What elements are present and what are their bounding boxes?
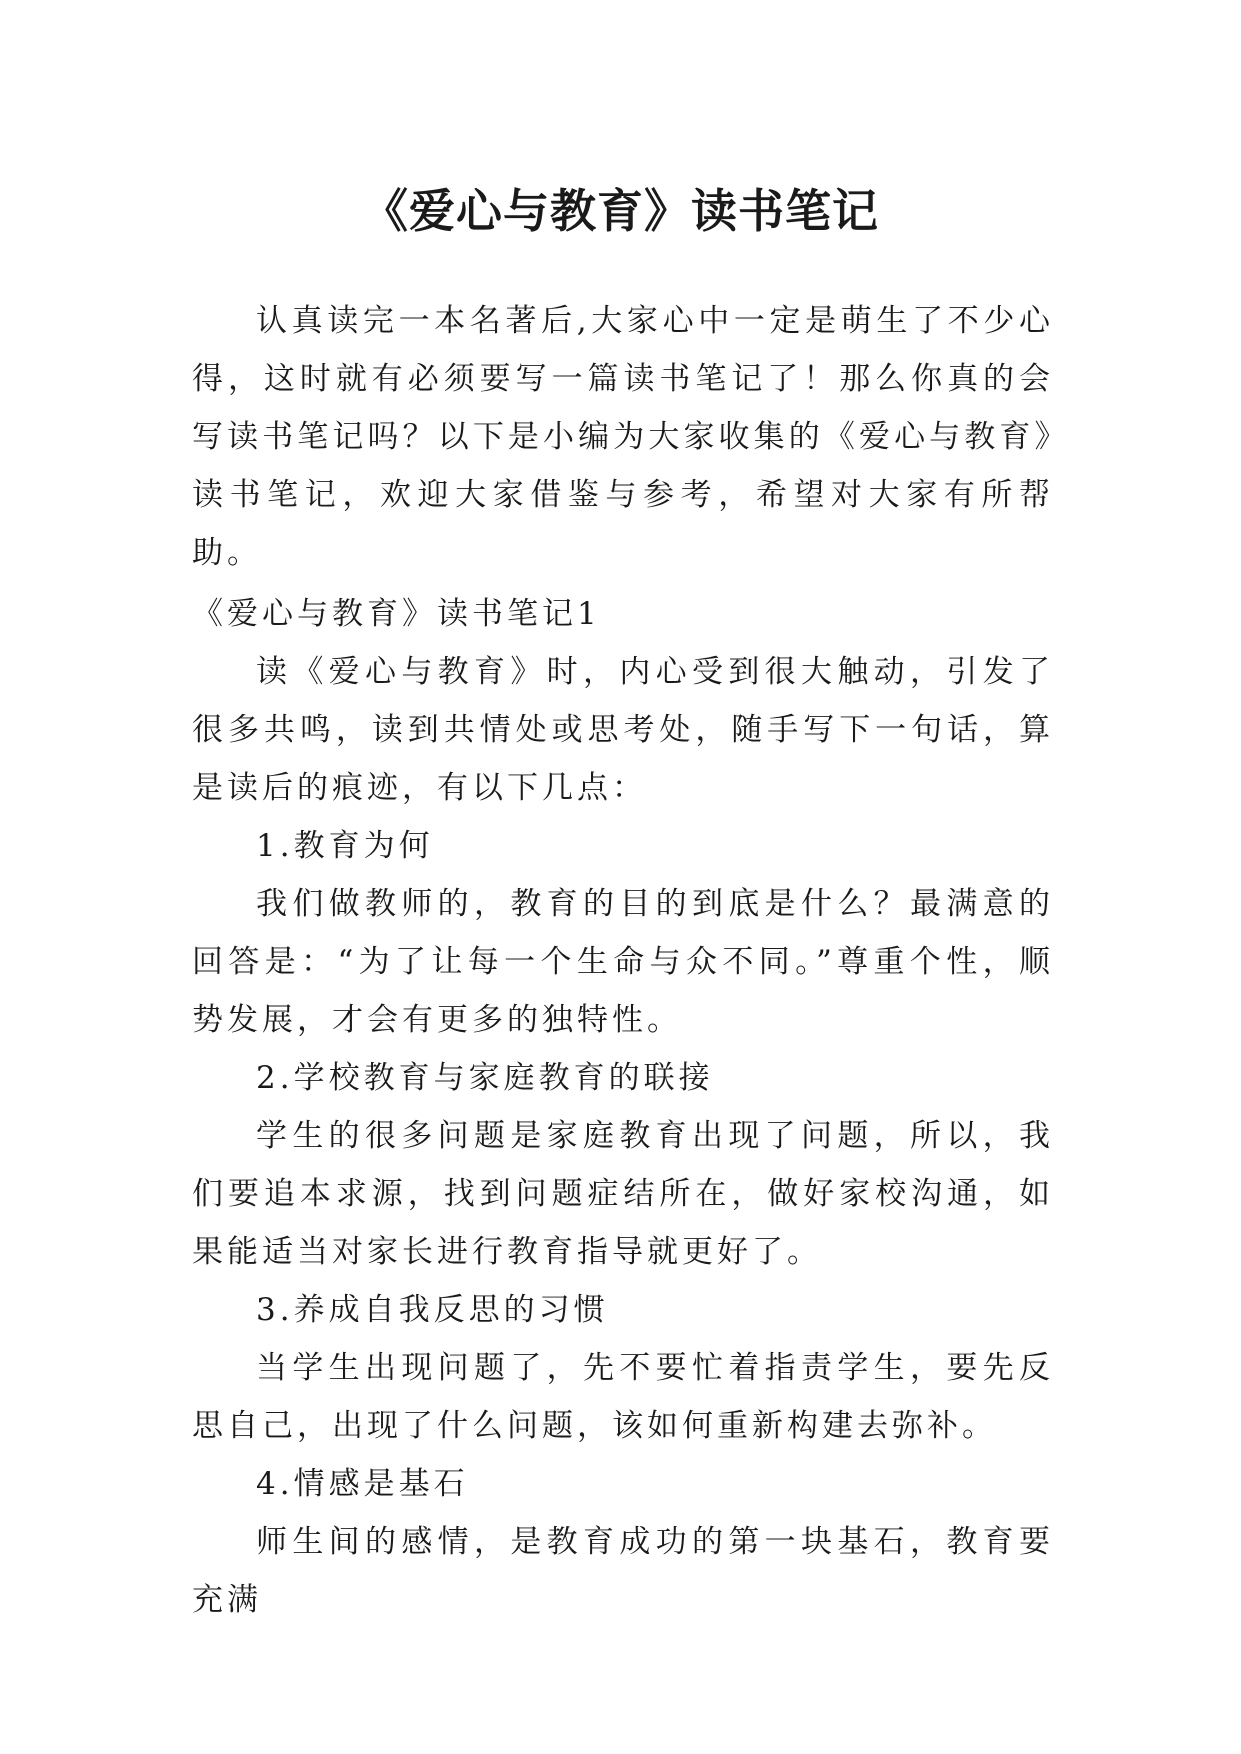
document-title: 《爱心与教育》读书笔记 bbox=[362, 183, 879, 238]
point-heading-4: 4.情感是基石 bbox=[256, 1466, 469, 1502]
paragraph: 我们做教师的，教育的目的到底是什么？最满意的回答是：“为了让每一个生命与众不同。”尊重个性，顺势发展，才会有更多的独特性。 bbox=[192, 886, 1054, 1038]
paragraph: 师生间的感情，是教育成功的第一块基石，教育要充满 bbox=[192, 1524, 1054, 1618]
point-heading-1: 1.教育为何 bbox=[256, 828, 434, 864]
point-heading-2: 2.学校教育与家庭教育的联接 bbox=[256, 1060, 714, 1096]
intro-block bbox=[192, 292, 1054, 582]
paragraph: 当学生出现问题了，先不要忙着指责学生，要先反思自己，出现了什么问题，该如何重新构建去弥补。 bbox=[192, 1350, 1054, 1444]
intro-paragraph: 认真读完一本名著后,大家心中一定是萌生了不少心得，这时就有必须要写一篇读书笔记了！那么你真的会写读书笔记吗？以下是小编为大家收集的《爱心与教育》读书笔记，欢迎大家借鉴与参考，希望对大家有所帮助。 bbox=[192, 303, 1054, 571]
paragraph: 学生的很多问题是家庭教育出现了问题，所以，我们要追本求源，找到问题症结所在，做好家校沟通，如果能适当对家长进行教育指导就更好了。 bbox=[192, 1118, 1054, 1270]
point-heading-3: 3.养成自我反思的习惯 bbox=[256, 1292, 609, 1328]
paragraph: 读《爱心与教育》时，内心受到很大触动，引发了很多共鸣，读到共情处或思考处，随手写下一句话，算是读后的痕迹，有以下几点： bbox=[192, 654, 1054, 806]
section-1 bbox=[192, 585, 1054, 1629]
section-heading: 《爱心与教育》读书笔记1 bbox=[192, 596, 601, 632]
